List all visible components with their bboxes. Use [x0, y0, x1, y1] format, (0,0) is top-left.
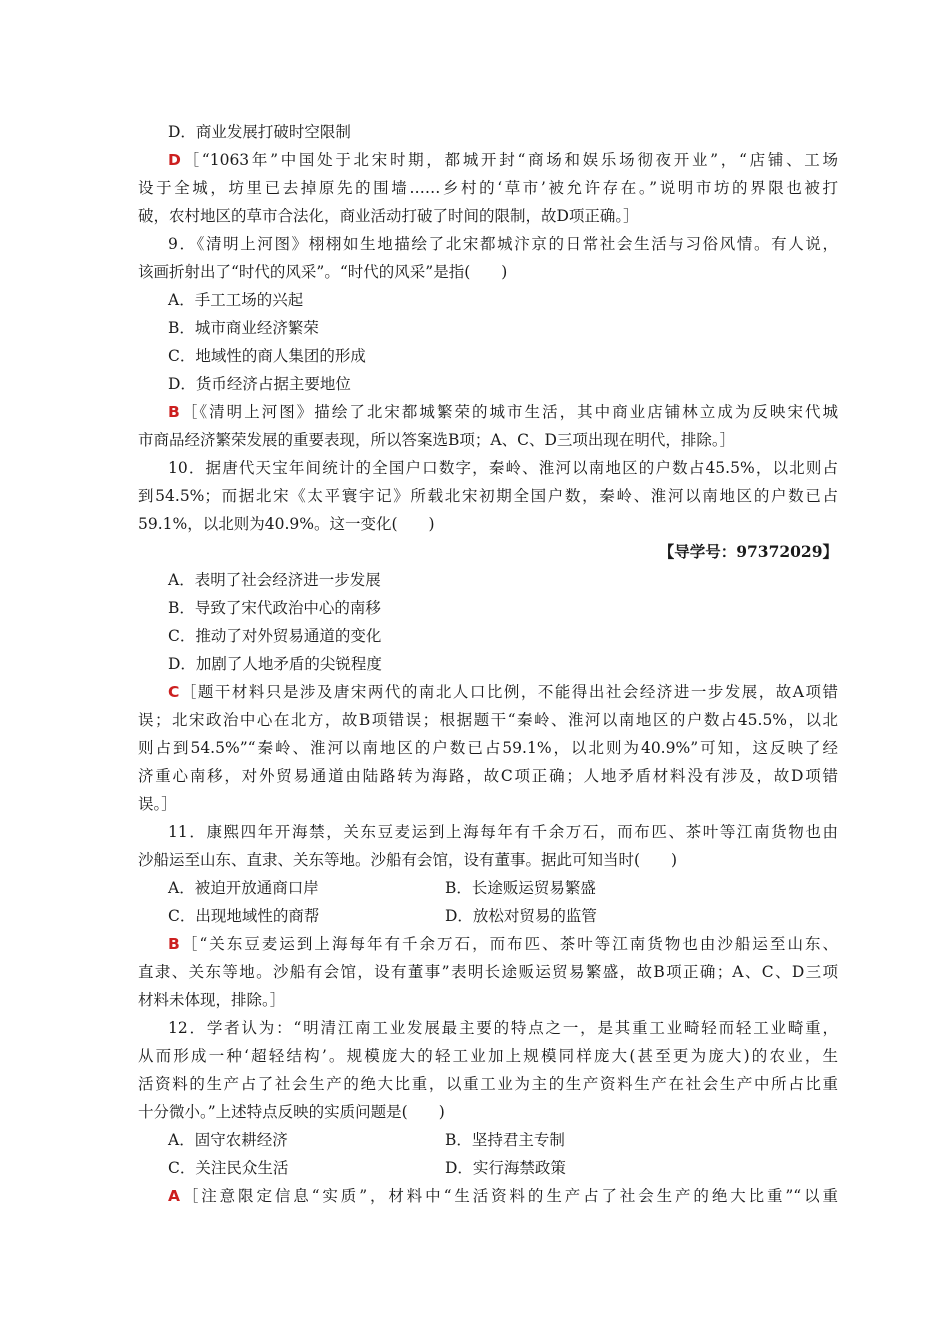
- answer-letter: B: [168, 403, 180, 421]
- answer-explanation-line: B［“关东豆麦运到上海每年有千余万石，而布匹、茶叶等江南货物也由沙船运至山东、: [168, 935, 838, 953]
- answer-explanation-line: 则占到54.5%”“秦岭、淮河以南地区的户数已占59.1%，以北则为40.9%”可知，这反映了经: [138, 739, 838, 757]
- question-12: [138, 1014, 838, 1210]
- question-stem-line: 12．学者认为：“明清江南工业发展最主要的特点之一，是其重工业畸轻而轻工业畸重，: [168, 1019, 838, 1037]
- option-b: B．坚持君主专制: [445, 1131, 565, 1149]
- question-stem-line: 到54.5%；而据北宋《太平寰宇记》所载北宋初期全国户数，秦岭、淮河以南地区的户数已占: [138, 487, 838, 505]
- option-d: D．商业发展打破时空限制: [168, 123, 351, 141]
- question-stem-line: 11．康熙四年开海禁，关东豆麦运到上海每年有千余万石，而布匹、茶叶等江南货物也由: [168, 823, 838, 841]
- answer-explanation-line: 误。］: [138, 795, 177, 813]
- option-b: B．导致了宋代政治中心的南移: [168, 599, 381, 617]
- answer-explanation-line: 直隶、关东等地。沙船有会馆，设有董事”表明长途贩运贸易繁盛，故B项正确；A、C、D三项: [138, 963, 838, 981]
- option-c: C．关注民众生活: [168, 1159, 289, 1177]
- answer-letter: B: [168, 935, 180, 953]
- answer-explanation-line: 误；北宋政治中心在北方，故B项错误；根据题干“秦岭、淮河以南地区的户数占45.5%，以北: [138, 711, 838, 729]
- answer-explanation-line: 济重心南移，对外贸易通道由陆路转为海路，故C项正确；人地矛盾材料没有涉及，故D项错: [138, 767, 838, 785]
- question-stem-line: 该画折射出了“时代的风采”。“时代的风采”是指( ): [138, 263, 508, 281]
- question-stem-line: 9．《清明上河图》栩栩如生地描绘了北宋都城汴京的日常社会生活与习俗风情。有人说，: [168, 235, 838, 253]
- answer-explanation-line: 设于全城，坊里已去掉原先的围墙……乡村的‘草市’被允许存在。”说明市坊的界限也被打: [138, 179, 838, 197]
- option-c: C．推动了对外贸易通道的变化: [168, 627, 382, 645]
- answer-explanation-line: C［题干材料只是涉及唐宋两代的南北人口比例，不能得出社会经济进一步发展，故A项错: [168, 683, 838, 701]
- question-stem-line: 十分微小。”上述特点反映的实质问题是( ): [138, 1103, 445, 1121]
- answer-explanation-line: 破，农村地区的草市合法化，商业活动打破了时间的限制，故D项正确。］: [138, 207, 639, 225]
- option-a: A．手工工场的兴起: [168, 291, 304, 309]
- answer-explanation-line: 材料未体现，排除。］: [138, 991, 286, 1009]
- question-stem-line: 活资料的生产占了社会生产的绝大比重，以重工业为主的生产资料生产在社会生产中所占比重: [138, 1075, 838, 1093]
- answer-letter: A: [168, 1187, 180, 1205]
- option-row: [138, 1154, 838, 1182]
- option-b: B．城市商业经济繁荣: [168, 319, 319, 337]
- question-stem-line: 59.1%，以北则为40.9%。这一变化( ): [138, 515, 435, 533]
- question-9: [138, 230, 838, 454]
- option-row: [138, 902, 838, 930]
- option-d: D．货币经济占据主要地位: [168, 375, 351, 393]
- option-row: [138, 874, 838, 902]
- option-c: C．出现地域性的商帮: [168, 907, 320, 925]
- answer-explanation-line: B［《清明上河图》描绘了北宋都城繁荣的城市生活，其中商业店铺林立成为反映宋代城: [168, 403, 838, 421]
- answer-letter: C: [168, 683, 180, 701]
- question-stem-line: 从而形成一种‘超轻结构’。规模庞大的轻工业加上规模同样庞大(甚至更为庞大)的农业，生: [138, 1047, 838, 1065]
- option-d: D．放松对贸易的监管: [445, 907, 597, 925]
- answer-explanation-line: D［“1063年”中国处于北宋时期，都城开封“商场和娱乐场彻夜开业”，“店铺、工场: [168, 151, 838, 169]
- question-11: [138, 818, 838, 1014]
- question-8-tail: [138, 118, 838, 230]
- answer-letter: D: [168, 151, 181, 169]
- option-a: A．表明了社会经济进一步发展: [168, 571, 381, 589]
- option-b: B．长途贩运贸易繁盛: [445, 879, 596, 897]
- option-d: D．实行海禁政策: [445, 1159, 566, 1177]
- question-stem-line: 沙船运至山东、直隶、关东等地。沙船有会馆，设有董事。据此可知当时( ): [138, 851, 678, 869]
- option-c: C．地域性的商人集团的形成: [168, 347, 366, 365]
- question-stem-line: 10．据唐代天宝年间统计的全国户口数字，秦岭、淮河以南地区的户数占45.5%，以北则占: [168, 459, 838, 477]
- option-d: D．加剧了人地矛盾的尖锐程度: [168, 655, 382, 673]
- answer-explanation-line: 市商品经济繁荣发展的重要表现，所以答案选B项；A、C、D三项出现在明代，排除。］: [138, 431, 736, 449]
- answer-explanation-line: A［注意限定信息“实质”，材料中“生活资料的生产占了社会生产的绝大比重”“以重: [168, 1187, 838, 1205]
- question-10: [138, 454, 838, 818]
- guide-number: 【导学号：97372029】: [658, 542, 838, 561]
- option-a: A．被迫开放通商口岸: [168, 879, 319, 897]
- option-a: A．固守农耕经济: [168, 1131, 288, 1149]
- option-row: [138, 1126, 838, 1154]
